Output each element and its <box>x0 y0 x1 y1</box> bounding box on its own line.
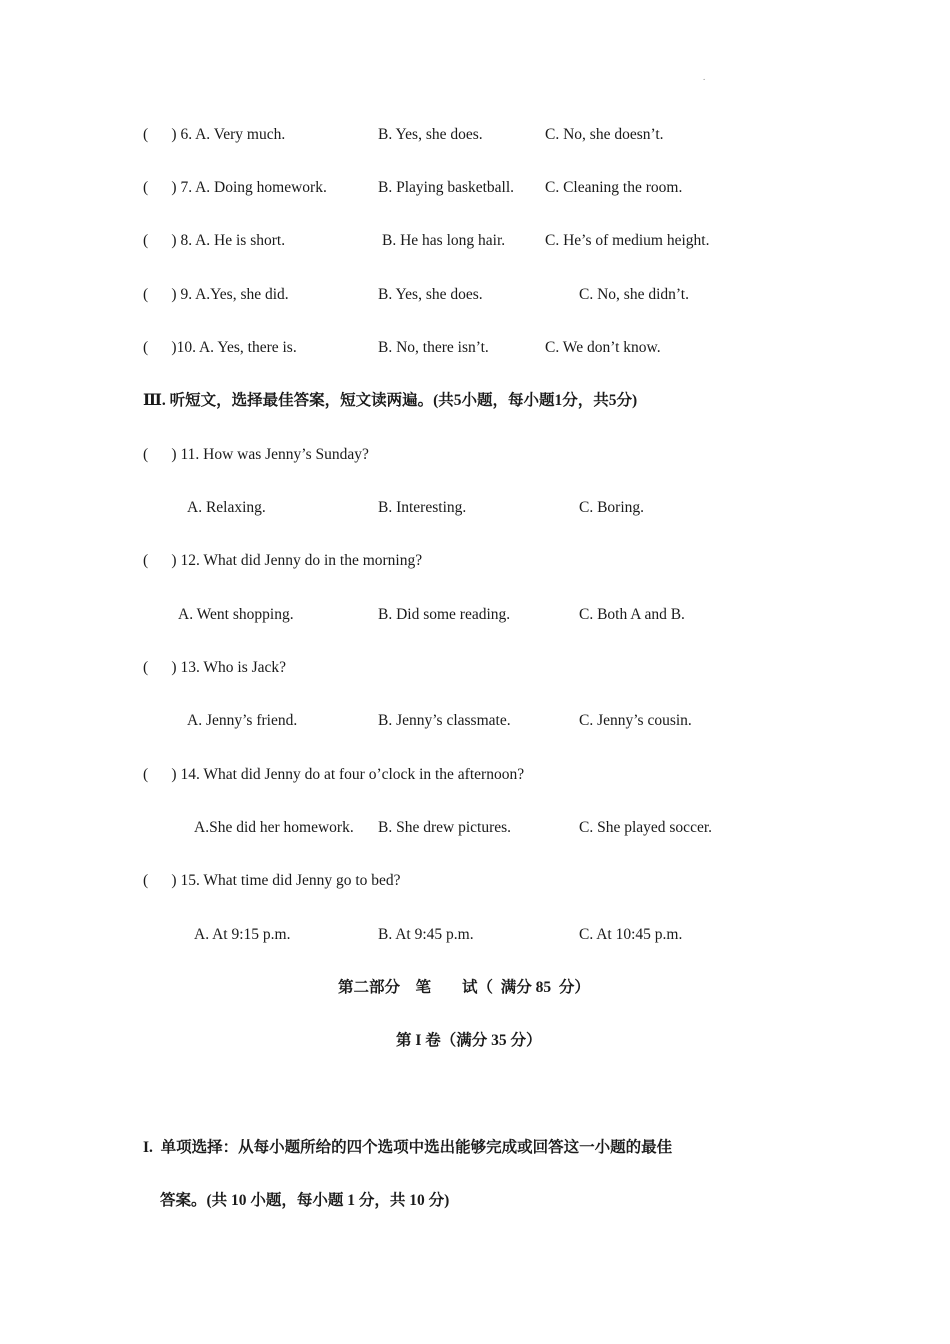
option-a-11: A. Relaxing. <box>187 499 266 516</box>
question-13: ( ) 13. Who is Jack? <box>143 659 287 676</box>
option-c-6: C. No, she doesn’t. <box>545 126 664 143</box>
option-c-7: C. Cleaning the room. <box>545 179 683 196</box>
option-c-12: C. Both A and B. <box>579 606 685 623</box>
option-b-7: B. Playing basketball. <box>378 179 515 196</box>
section-i-instructions-line1: I. 单项选择：从每小题所给的四个选项中选出能够完成或回答这一小题的最佳 <box>143 1139 673 1156</box>
option-c-15: C. At 10:45 p.m. <box>579 926 683 943</box>
option-a-13: A. Jenny’s friend. <box>187 712 298 729</box>
option-b-8: B. He has long hair. <box>382 232 506 249</box>
option-c-11: C. Boring. <box>579 499 645 516</box>
option-c-14: C. She played soccer. <box>579 819 713 836</box>
option-b-12: B. Did some reading. <box>378 606 511 623</box>
option-c-9: C. No, she didn’t. <box>579 286 689 303</box>
option-b-10: B. No, there isn’t. <box>378 339 489 356</box>
question-14: ( ) 14. What did Jenny do at four o’clock in the afternoon? <box>143 766 525 783</box>
option-c-10: C. We don’t know. <box>545 339 661 356</box>
question-prefix-6: ( ) 6. A. Very much. <box>143 126 286 143</box>
section-3-heading: Ⅲ. 听短文，选择最佳答案，短文读两遍。(共5小题，每小题1分，共5分) <box>143 392 638 409</box>
option-b-6: B. Yes, she does. <box>378 126 483 143</box>
page-corner-mark: . <box>703 72 706 82</box>
option-a-12: A. Went shopping. <box>178 606 294 623</box>
part-2-title: 第二部分 笔 试（ 满分 85 分） <box>338 979 590 996</box>
option-b-14: B. She drew pictures. <box>378 819 512 836</box>
question-prefix-7: ( ) 7. A. Doing homework. <box>143 179 327 196</box>
option-b-15: B. At 9:45 p.m. <box>378 926 474 943</box>
question-prefix-9: ( ) 9. A.Yes, she did. <box>143 286 289 303</box>
question-prefix-8: ( ) 8. A. He is short. <box>143 232 286 249</box>
question-11: ( ) 11. How was Jenny’s Sunday? <box>143 446 369 463</box>
section-i-instructions-line2: 答案。(共 10 小题，每小题 1 分，共 10 分) <box>160 1192 450 1209</box>
option-b-9: B. Yes, she does. <box>378 286 483 303</box>
option-a-14: A.She did her homework. <box>194 819 354 836</box>
option-c-13: C. Jenny’s cousin. <box>579 712 692 729</box>
volume-1-title: 第 I 卷（满分 35 分） <box>396 1032 542 1049</box>
question-12: ( ) 12. What did Jenny do in the morning? <box>143 552 423 569</box>
option-c-8: C. He’s of medium height. <box>545 232 710 249</box>
option-a-15: A. At 9:15 p.m. <box>194 926 291 943</box>
option-b-13: B. Jenny’s classmate. <box>378 712 511 729</box>
option-b-11: B. Interesting. <box>378 499 467 516</box>
question-15: ( ) 15. What time did Jenny go to bed? <box>143 872 401 889</box>
question-prefix-10: ( )10. A. Yes, there is. <box>143 339 297 356</box>
